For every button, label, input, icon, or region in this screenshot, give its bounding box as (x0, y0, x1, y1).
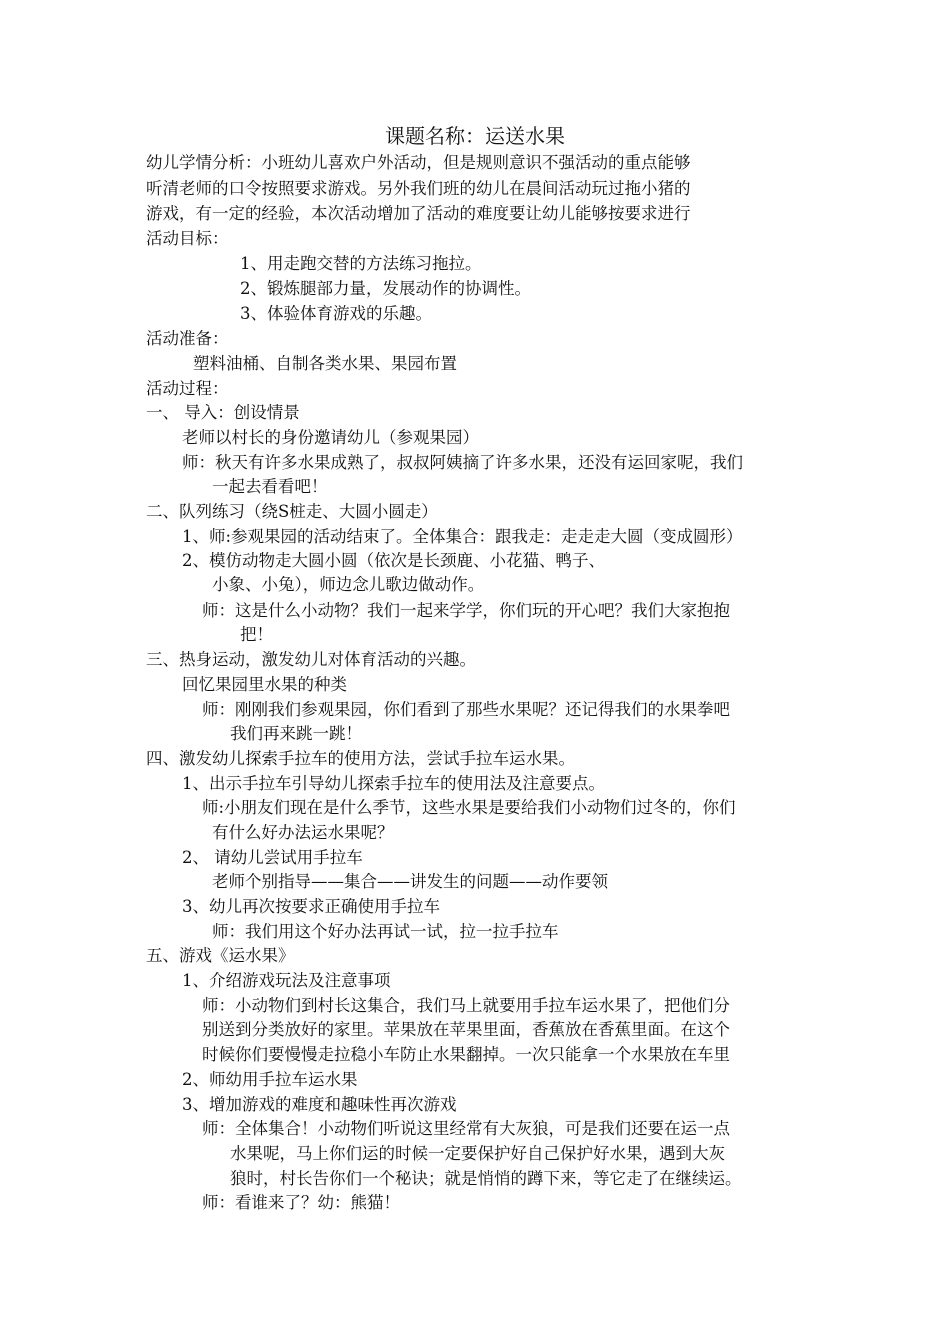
text-line: 别送到分类放好的家里。苹果放在苹果里面，香蕉放在香蕉里面。在这个 (202, 1020, 730, 1039)
text-line: 四、激发幼儿探索手拉车的使用方法，尝试手拉车运水果。 (146, 749, 575, 768)
text-line: 3、幼儿再次按要求正确使用手拉车 (182, 897, 440, 916)
text-line: 我们再来跳一跳！ (230, 724, 362, 743)
text-line: 老师个别指导——集合——讲发生的问题——动作要领 (212, 872, 608, 891)
document-title: 课题名称：运送水果 (385, 124, 565, 148)
text-line: 一、 导入：创设情景 (146, 403, 300, 422)
text-line: 师:小朋友们现在是什么季节，这些水果是要给我们小动物们过冬的，你们 (202, 798, 736, 817)
text-line: 1、出示手拉车引导幼儿探索手拉车的使用法及注意要点。 (182, 774, 605, 793)
text-line: 五、游戏《运水果》 (146, 946, 295, 965)
text-line: 师：全体集合！小动物们听说这里经常有大灰狼，可是我们还要在运一点 (202, 1119, 730, 1138)
text-line: 活动准备： (146, 329, 229, 348)
text-line: 1、用走跑交替的方法练习拖拉。 (240, 254, 482, 273)
text-line: 师：我们用这个好办法再试一试，拉一拉手拉车 (212, 922, 559, 941)
text-line: 2、模仿动物走大圆小圆（依次是长颈鹿、小花猫、鸭子、 (182, 551, 605, 570)
text-line: 2、师幼用手拉车运水果 (182, 1070, 358, 1089)
text-line: 师：这是什么小动物？我们一起来学学，你们玩的开心吧？我们大家抱抱 (202, 601, 730, 620)
text-line: 二、队列练习（绕S桩走、大圆小圆走） (146, 502, 438, 521)
text-line: 2、 请幼儿尝试用手拉车 (182, 848, 363, 867)
text-line: 师：看谁来了？幼：熊猫！ (202, 1193, 400, 1212)
text-line: 一起去看看吧！ (212, 477, 328, 496)
text-line: 狼时，村长告你们一个秘诀；就是悄悄的蹲下来，等它走了在继续运。 (230, 1169, 742, 1188)
text-line: 1、师:参观果园的活动结束了。全体集合：跟我走：走走走大圆（变成圆形） (182, 527, 743, 546)
text-line: 师：小动物们到村长这集合，我们马上就要用手拉车运水果了，把他们分 (202, 996, 730, 1015)
text-line: 3、增加游戏的难度和趣味性再次游戏 (182, 1095, 457, 1114)
text-line: 回忆果园里水果的种类 (182, 675, 347, 694)
text-line: 有什么好办法运水果呢？ (212, 823, 394, 842)
text-line: 塑料油桶、自制各类水果、果园布置 (193, 354, 457, 373)
text-line: 游戏，有一定的经验，本次活动增加了活动的难度要让幼儿能够按要求进行 (146, 204, 691, 223)
text-line: 2、锻炼腿部力量，发展动作的协调性。 (240, 279, 531, 298)
text-line: 时候你们要慢慢走拉稳小车防止水果翻掉。一次只能拿一个水果放在车里 (202, 1045, 730, 1064)
text-line: 水果呢，马上你们运的时候一定要保护好自己保护好水果，遇到大灰 (230, 1144, 725, 1163)
text-line: 小象、小兔），师边念儿歌边做动作。 (212, 575, 485, 594)
text-line: 活动过程： (146, 379, 229, 398)
text-line: 把！ (240, 625, 273, 644)
text-line: 1、介绍游戏玩法及注意事项 (182, 971, 391, 990)
text-line: 幼儿学情分析：小班幼儿喜欢户外活动，但是规则意识不强活动的重点能够 (146, 153, 691, 172)
text-line: 师：刚刚我们参观果园，你们看到了那些水果呢？还记得我们的水果拳吧 (202, 700, 730, 719)
text-line: 3、体验体育游戏的乐趣。 (240, 304, 432, 323)
text-line: 活动目标： (146, 229, 229, 248)
text-line: 听清老师的口令按照要求游戏。另外我们班的幼儿在晨间活动玩过拖小猪的 (146, 179, 691, 198)
text-line: 三、热身运动，激发幼儿对体育活动的兴趣。 (146, 650, 476, 669)
text-line: 老师以村长的身份邀请幼儿（参观果园） (182, 428, 479, 447)
text-line: 师：秋天有许多水果成熟了，叔叔阿姨摘了许多水果，还没有运回家呢，我们 (182, 453, 743, 472)
